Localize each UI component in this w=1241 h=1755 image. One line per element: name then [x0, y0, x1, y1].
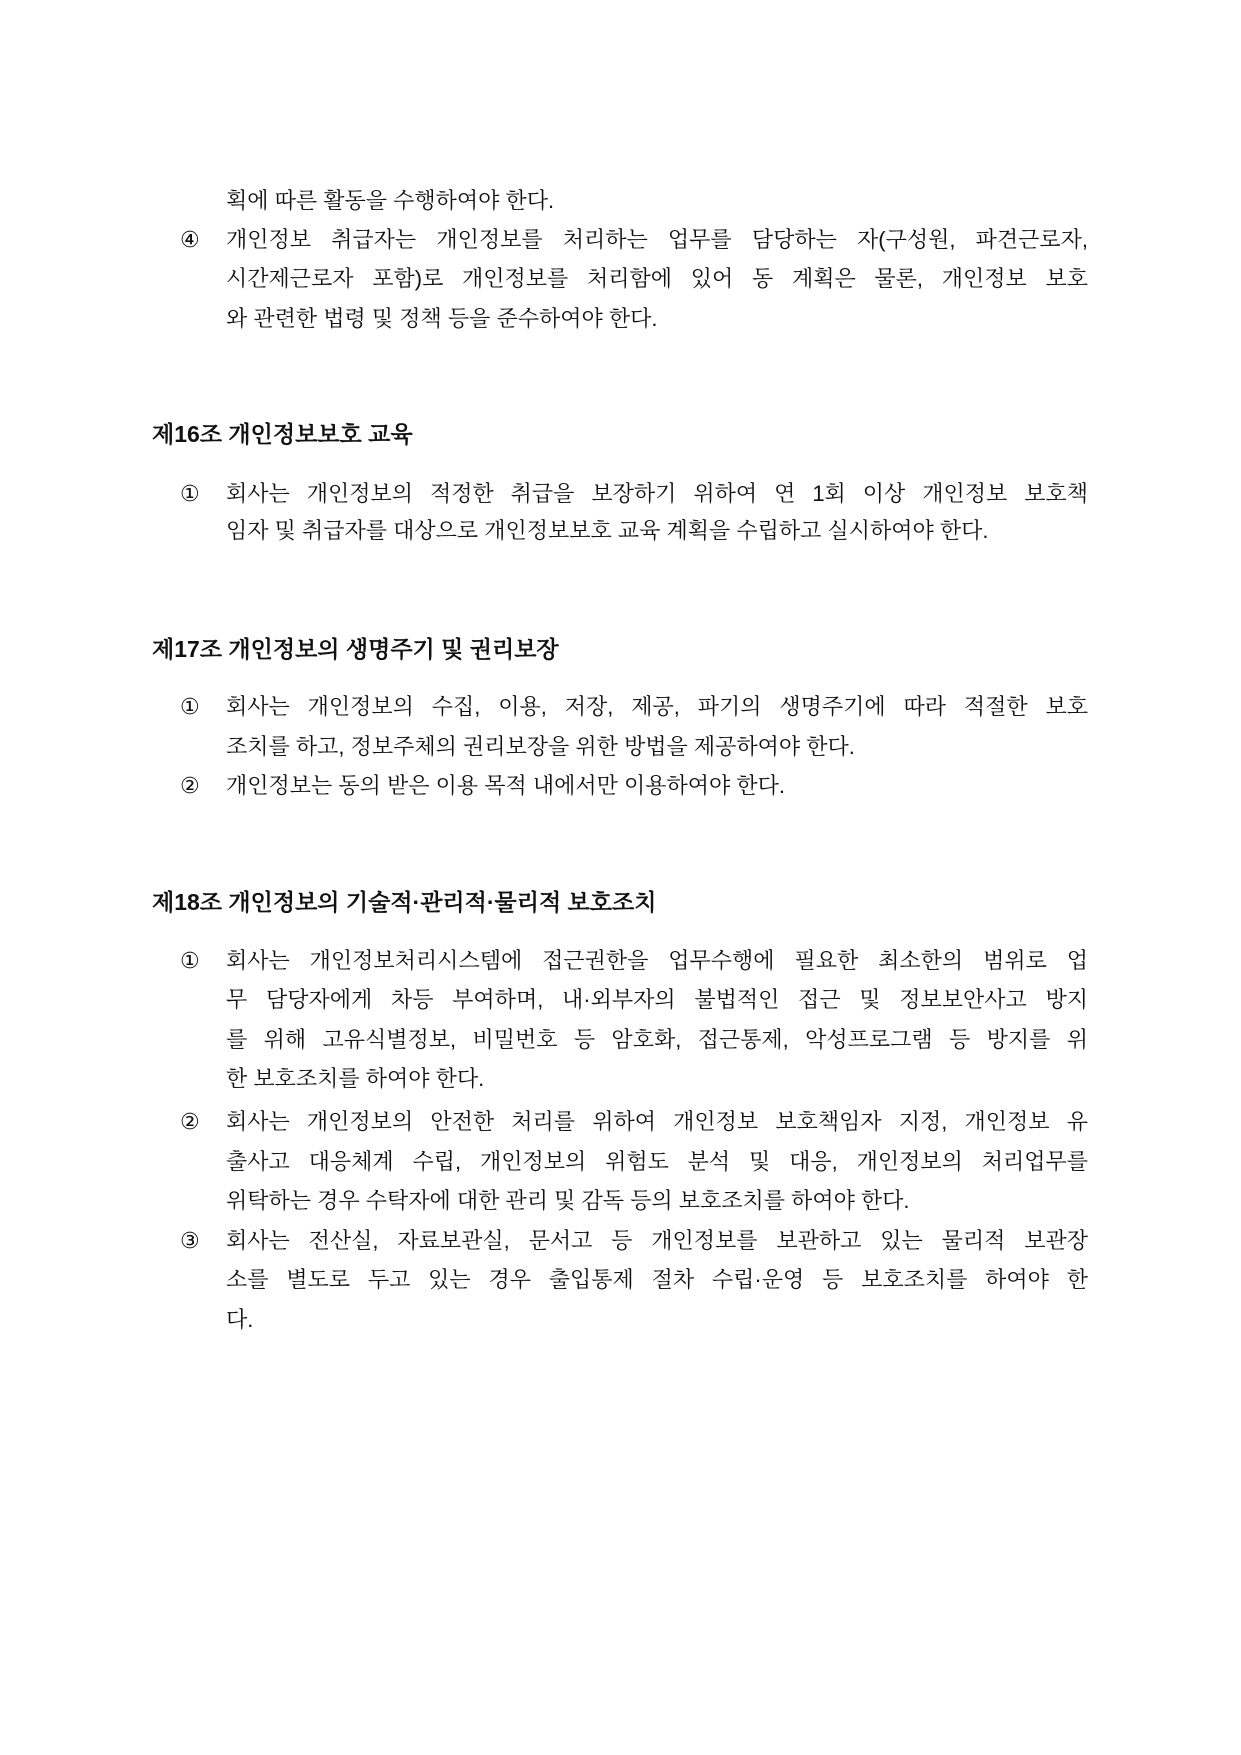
paragraph-line: 개인정보는 동의 받은 이용 목적 내에서만 이용하여야 한다.: [226, 773, 785, 798]
item-number: ③: [180, 1228, 200, 1253]
paragraph-line: 조치를 하고, 정보주체의 권리보장을 위한 방법을 제공하여야 한다.: [226, 734, 855, 759]
paragraph-line: 다.: [226, 1307, 254, 1332]
item-number: ①: [180, 948, 200, 973]
item-number: ②: [180, 773, 200, 798]
paragraph-line: 회사는 개인정보의 안전한 처리를 위하여 개인정보 보호책임자 지정, 개인정보 유: [226, 1109, 1088, 1134]
item-number: ①: [180, 694, 200, 719]
paragraph-line: 회사는 전산실, 자료보관실, 문서고 등 개인정보를 보관하고 있는 물리적 보관장: [226, 1228, 1088, 1253]
item-number: ②: [180, 1109, 200, 1134]
article-heading: 제17조 개인정보의 생명주기 및 권리보장: [152, 636, 559, 662]
paragraph-line: 회사는 개인정보의 적정한 취급을 보장하기 위하여 연 1회 이상 개인정보 보호책: [226, 481, 1088, 506]
paragraph-line: 무 담당자에게 차등 부여하며, 내·외부자의 불법적인 접근 및 정보보안사고 방지: [226, 987, 1088, 1012]
paragraph-line: 출사고 대응체계 수립, 개인정보의 위험도 분석 및 대응, 개인정보의 처리업무를: [226, 1149, 1088, 1174]
paragraph-line: 를 위해 고유식별정보, 비밀번호 등 암호화, 접근통제, 악성프로그램 등 방지를 위: [226, 1027, 1088, 1052]
paragraph-line: 회사는 개인정보처리시스템에 접근권한을 업무수행에 필요한 최소한의 범위로 업: [226, 948, 1088, 973]
paragraph-line: 와 관련한 법령 및 정책 등을 준수하여야 한다.: [226, 306, 658, 331]
paragraph-line: 시간제근로자 포함)로 개인정보를 처리함에 있어 동 계획은 물론, 개인정보 보호: [226, 266, 1088, 291]
article-heading: 제16조 개인정보보호 교육: [152, 421, 413, 447]
paragraph-line: 개인정보 취급자는 개인정보를 처리하는 업무를 담당하는 자(구성원, 파견근로자,: [226, 227, 1088, 252]
paragraph-line: 임자 및 취급자를 대상으로 개인정보보호 교육 계획을 수립하고 실시하여야 한다.: [226, 518, 989, 543]
item-number: ①: [180, 481, 200, 506]
paragraph-line: 소를 별도로 두고 있는 경우 출입통제 절차 수립·운영 등 보호조치를 하여야 한: [226, 1267, 1088, 1292]
paragraph-line: 위탁하는 경우 수탁자에 대한 관리 및 감독 등의 보호조치를 하여야 한다.: [226, 1188, 910, 1213]
paragraph-line: 한 보호조치를 하여야 한다.: [226, 1066, 485, 1091]
item-number: ④: [180, 227, 200, 252]
article-heading: 제18조 개인정보의 기술적·관리적·물리적 보호조치: [152, 889, 657, 915]
paragraph-line: 획에 따른 활동을 수행하여야 한다.: [226, 188, 555, 213]
paragraph-line: 회사는 개인정보의 수집, 이용, 저장, 제공, 파기의 생명주기에 따라 적절한 보호: [226, 694, 1088, 719]
